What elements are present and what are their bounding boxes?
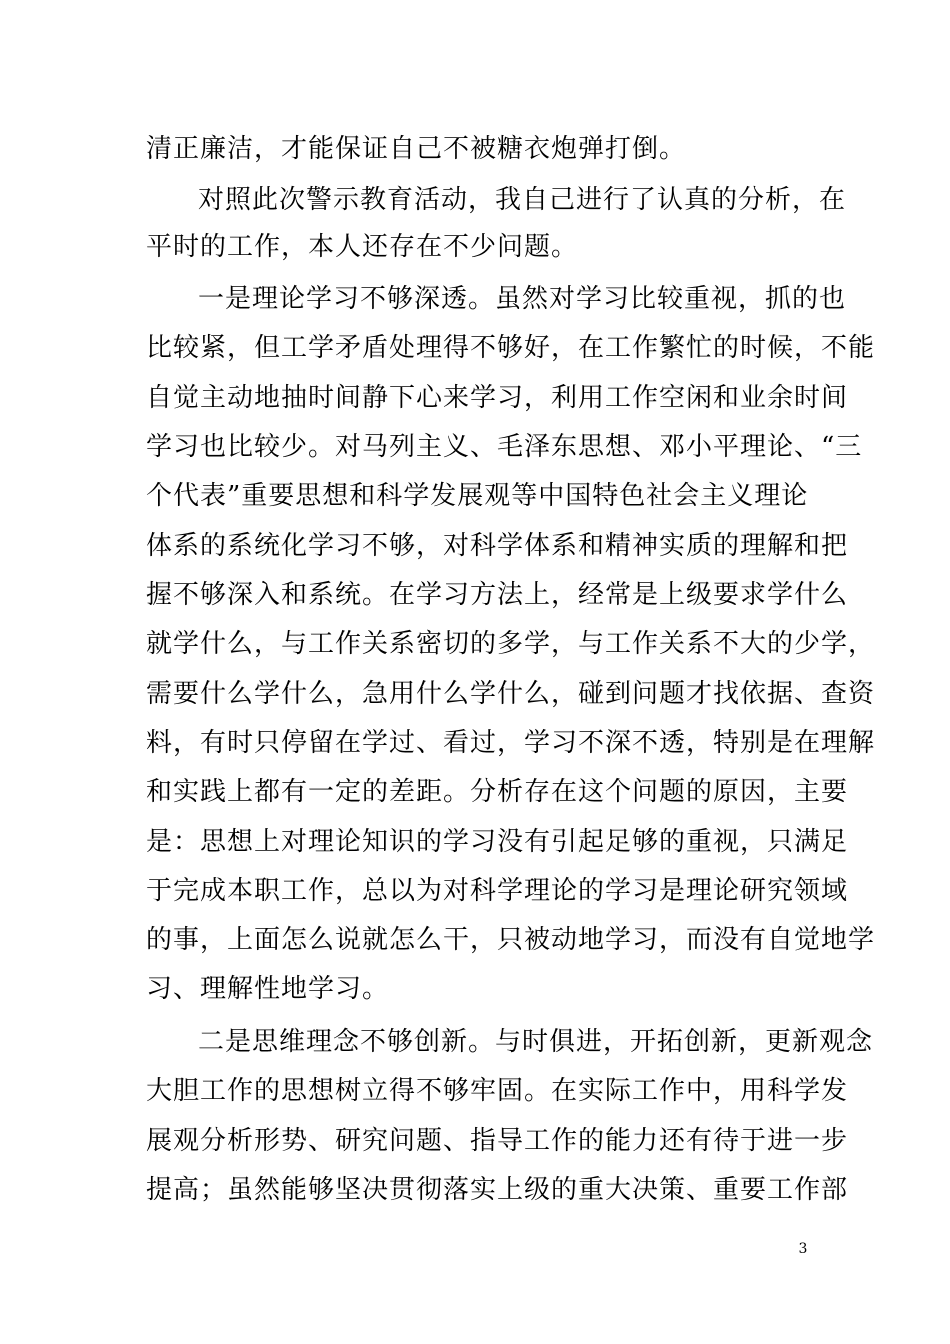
paragraph-line: 平时的工作，本人还存在不少问题。 (146, 232, 579, 262)
paragraph-line: 一是理论学习不够深透。虽然对学习比较重视，抓的也 (198, 284, 847, 314)
paragraph-line: 就学什么，与工作关系密切的多学，与工作关系不大的少学， (146, 629, 876, 659)
paragraph-line: 对照此次警示教育活动，我自己进行了认真的分析，在 (198, 185, 847, 215)
paragraph-line: 和实践上都有一定的差距。分析存在这个问题的原因，主要 (146, 777, 849, 807)
paragraph-line: 学习也比较少。对马列主义、毛泽东思想、邓小平理论、“三 (146, 432, 863, 462)
paragraph-line: 于完成本职工作，总以为对科学理论的学习是理论研究领域 (146, 876, 849, 906)
paragraph-line: 的事，上面怎么说就怎么干，只被动地学习，而没有自觉地学 (146, 925, 876, 955)
paragraph-line: 比较紧，但工学矛盾处理得不够好，在工作繁忙的时候，不能 (146, 333, 876, 363)
paragraph-line: 握不够深入和系统。在学习方法上，经常是上级要求学什么 (146, 580, 849, 610)
paragraph-line: 个代表”重要思想和科学发展观等中国特色社会主义理论 (146, 481, 809, 511)
page-number: 3 (798, 1241, 808, 1257)
paragraph-line: 是：思想上对理论知识的学习没有引起足够的重视，只满足 (146, 827, 849, 857)
paragraph-line: 清正廉洁，才能保证自己不被糖衣炮弹打倒。 (146, 134, 687, 164)
paragraph-line: 自觉主动地抽时间静下心来学习，利用工作空闲和业余时间 (146, 383, 849, 413)
paragraph-line: 习、理解性地学习。 (146, 974, 390, 1004)
paragraph-line: 体系的系统化学习不够，对科学体系和精神实质的理解和把 (146, 531, 849, 561)
paragraph-line: 提高；虽然能够坚决贯彻落实上级的重大决策、重要工作部 (146, 1175, 849, 1205)
paragraph-line: 大胆工作的思想树立得不够牢固。在实际工作中，用科学发 (146, 1076, 849, 1106)
paragraph-line: 需要什么学什么，急用什么学什么，碰到问题才找依据、查资 (146, 679, 876, 709)
paragraph-line: 二是思维理念不够创新。与时俱进，开拓创新，更新观念 (198, 1027, 874, 1057)
paragraph-line: 料，有时只停留在学过、看过，学习不深不透，特别是在理解 (146, 728, 876, 758)
paragraph-line: 展观分析形势、研究问题、指导工作的能力还有待于进一步 (146, 1126, 849, 1156)
